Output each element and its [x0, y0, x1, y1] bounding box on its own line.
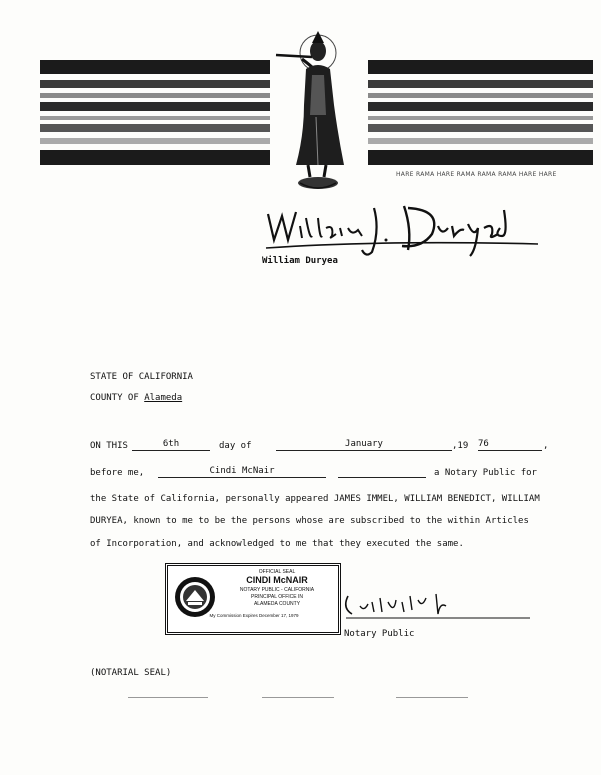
seal-commission: My Commission Expires December 17, 1979 [209, 613, 299, 618]
notary-signature [342, 588, 532, 622]
notarial-seal-label: (NOTARIAL SEAL) [90, 668, 172, 678]
notary-public-label: Notary Public [344, 629, 415, 639]
before-me-label: before me, [90, 468, 145, 478]
year-field: 76 [478, 438, 542, 451]
california-state-seal-icon [174, 576, 216, 618]
year-comma: , [543, 441, 549, 451]
year-prefix: ,19 [452, 441, 469, 451]
bottom-dash-1 [128, 697, 208, 698]
day-of-label: day of [219, 441, 252, 451]
header-banner-right [368, 60, 593, 165]
seal-line-4: PRINCIPAL OFFICE IN [251, 594, 303, 600]
ack-line-3: the State of California, personally appeared JAMES IMMEL, WILLIAM BENEDICT, WILLIAM [90, 494, 540, 504]
county-label: COUNTY OF [90, 393, 139, 403]
header-banner-left [40, 60, 270, 165]
ack-line-4: DURYEA, known to me to be the persons whose are subscribed to the within Articles [90, 516, 529, 526]
notary-seal-stamp [165, 563, 341, 635]
seal-line-1: OFFICIAL SEAL [258, 569, 296, 575]
seal-line-2: CINDI McNAIR [246, 575, 308, 585]
day-field: 6th [132, 438, 210, 451]
blank-field [338, 465, 426, 478]
bottom-dash-3 [396, 697, 468, 698]
krishna-flute-figure-icon [272, 25, 368, 195]
seal-line-5: ALAMEDA COUNTY [253, 601, 301, 607]
on-this-label: ON THIS [90, 441, 128, 451]
state-heading: STATE OF CALIFORNIA [90, 372, 193, 382]
notary-role-text: a Notary Public for [434, 468, 537, 478]
county-line [90, 393, 182, 403]
seal-line-3: NOTARY PUBLIC - CALIFORNIA [239, 587, 315, 593]
county-value: Alameda [144, 393, 183, 403]
bottom-dash-2 [262, 697, 334, 698]
month-field: January [276, 438, 452, 451]
signatory-name: William Duryea [262, 256, 338, 266]
notary-name-field: Cindi McNair [158, 465, 326, 478]
william-duryea-signature [262, 200, 542, 262]
mantra-caption: HARE RAMA HARE RAMA RAMA RAMA HARE HARE [396, 171, 557, 178]
ack-line-5: of Incorporation, and acknowledged to me that they executed the same. [90, 539, 464, 549]
